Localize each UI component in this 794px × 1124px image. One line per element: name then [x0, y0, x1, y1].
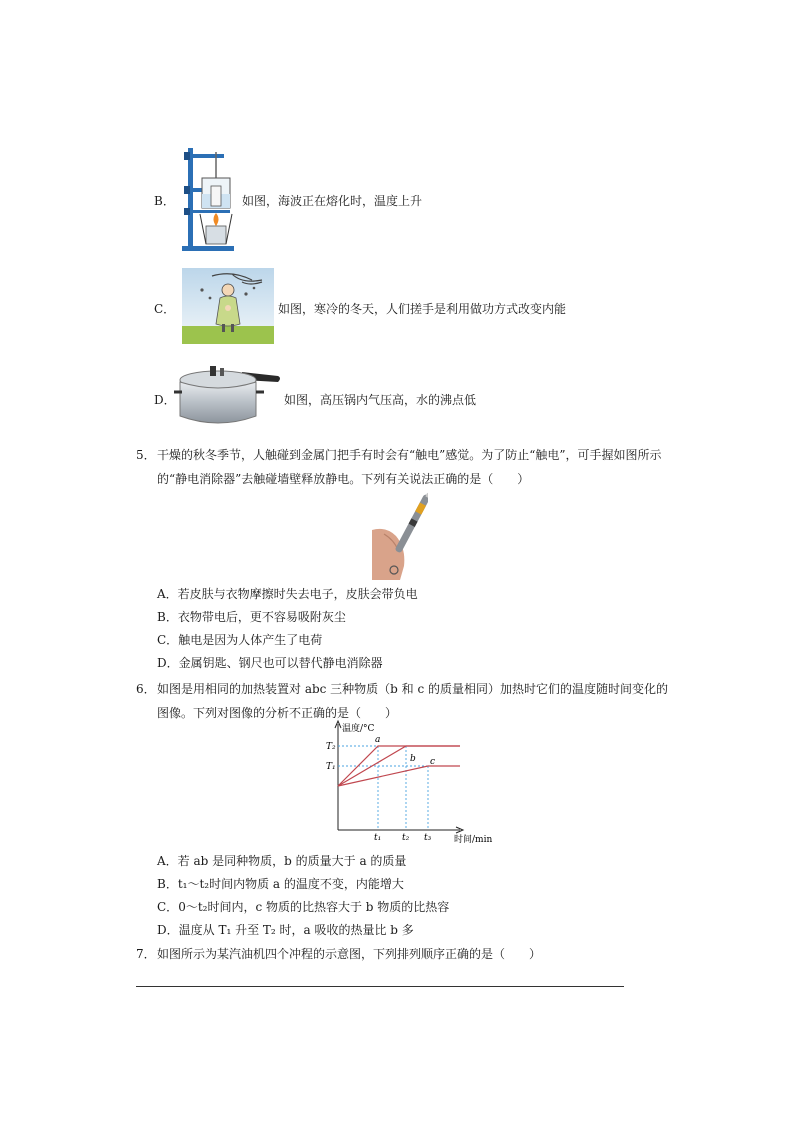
option-text: 如图，寒冷的冬天，人们搓手是利用做功方式改变内能: [278, 302, 567, 316]
option-text: 若皮肤与衣物摩擦时失去电子，皮肤会带负电: [177, 587, 418, 601]
x-tick-t3: t₃: [424, 833, 432, 843]
option-text: 若 ab 是同种物质，b 的质量大于 a 的质量: [177, 854, 407, 868]
static-eliminator-icon: [372, 490, 428, 580]
option-a[interactable]: [157, 852, 406, 869]
question-stem-line1: 干燥的秋冬季节，人触碰到金属门把手有时会有“触电”感觉。为了防止“触电”，可手握如图所示: [157, 448, 662, 462]
footer-divider: [136, 986, 624, 987]
option-letter: A．: [157, 854, 178, 868]
y-tick-T2: T₂: [326, 742, 336, 752]
option-text: 温度从 T₁ 升至 T₂ 时，a 吸收的热量比 b 多: [178, 923, 414, 937]
option-letter: B．: [154, 194, 175, 208]
x-tick-t1: t₁: [374, 833, 382, 843]
option-d[interactable]: [157, 654, 383, 671]
option-text: 触电是因为人体产生了电荷: [178, 633, 323, 647]
option-text: 如图，高压锅内气压高，水的沸点低: [284, 393, 477, 407]
melting-apparatus-icon: [176, 142, 240, 252]
option-c[interactable]: [157, 631, 322, 648]
winter-woman-icon: [182, 268, 274, 344]
series-a-label: a: [375, 735, 381, 745]
temperature-time-chart: [312, 718, 502, 846]
option-b[interactable]: [157, 608, 346, 625]
option-letter: D．: [157, 656, 179, 670]
question-stem-line1: 如图是用相同的加热装置对 abc 三种物质（b 和 c 的质量相同）加热时它们的温度随时间变化的: [157, 682, 669, 696]
option-d[interactable]: [157, 921, 414, 938]
option-c[interactable]: [157, 898, 449, 915]
option-text: 金属钥匙、钢尺也可以替代静电消除器: [178, 656, 383, 670]
y-axis-label: 温度/°C: [342, 724, 375, 734]
question-number: 6．: [136, 682, 156, 696]
question-stem-line2: 图像。下列对图像的分析不正确的是（ ）: [157, 706, 398, 720]
question-stem-line2: 的“静电消除器”去触碰墙壁释放静电。下列有关说法正确的是（ ）: [157, 472, 530, 486]
option-letter: B．: [157, 877, 178, 891]
option-letter: A．: [157, 587, 178, 601]
pressure-cooker-icon: [172, 358, 284, 430]
option-text: t₁～t₂时间内物质 a 的温度不变，内能增大: [177, 877, 404, 891]
x-axis-label: 时间/min: [454, 835, 493, 845]
y-tick-T1: T₁: [326, 762, 336, 772]
option-text: 衣物带电后，更不容易吸附灰尘: [177, 610, 346, 624]
question-number: 7．: [136, 947, 156, 961]
option-letter: C．: [157, 633, 179, 647]
option-letter: C．: [157, 900, 179, 914]
option-letter: D．: [157, 923, 179, 937]
series-c-label: c: [430, 757, 436, 767]
question-stem-line1: 如图所示为某汽油机四个冲程的示意图，下列排列顺序正确的是（ ）: [157, 947, 542, 961]
option-letter: D．: [154, 393, 176, 407]
series-b-label: b: [410, 754, 416, 764]
option-b[interactable]: [157, 875, 404, 892]
option-text: 0～t₂时间内，c 物质的比热容大于 b 物质的比热容: [178, 900, 450, 914]
series-c-line: [338, 766, 460, 786]
x-tick-t2: t₂: [402, 833, 410, 843]
option-letter: C．: [154, 302, 176, 316]
option-text: 如图，海波正在熔化时，温度上升: [242, 194, 423, 208]
option-a[interactable]: [157, 585, 418, 602]
option-letter: B．: [157, 610, 178, 624]
question-number: 5．: [136, 448, 156, 462]
